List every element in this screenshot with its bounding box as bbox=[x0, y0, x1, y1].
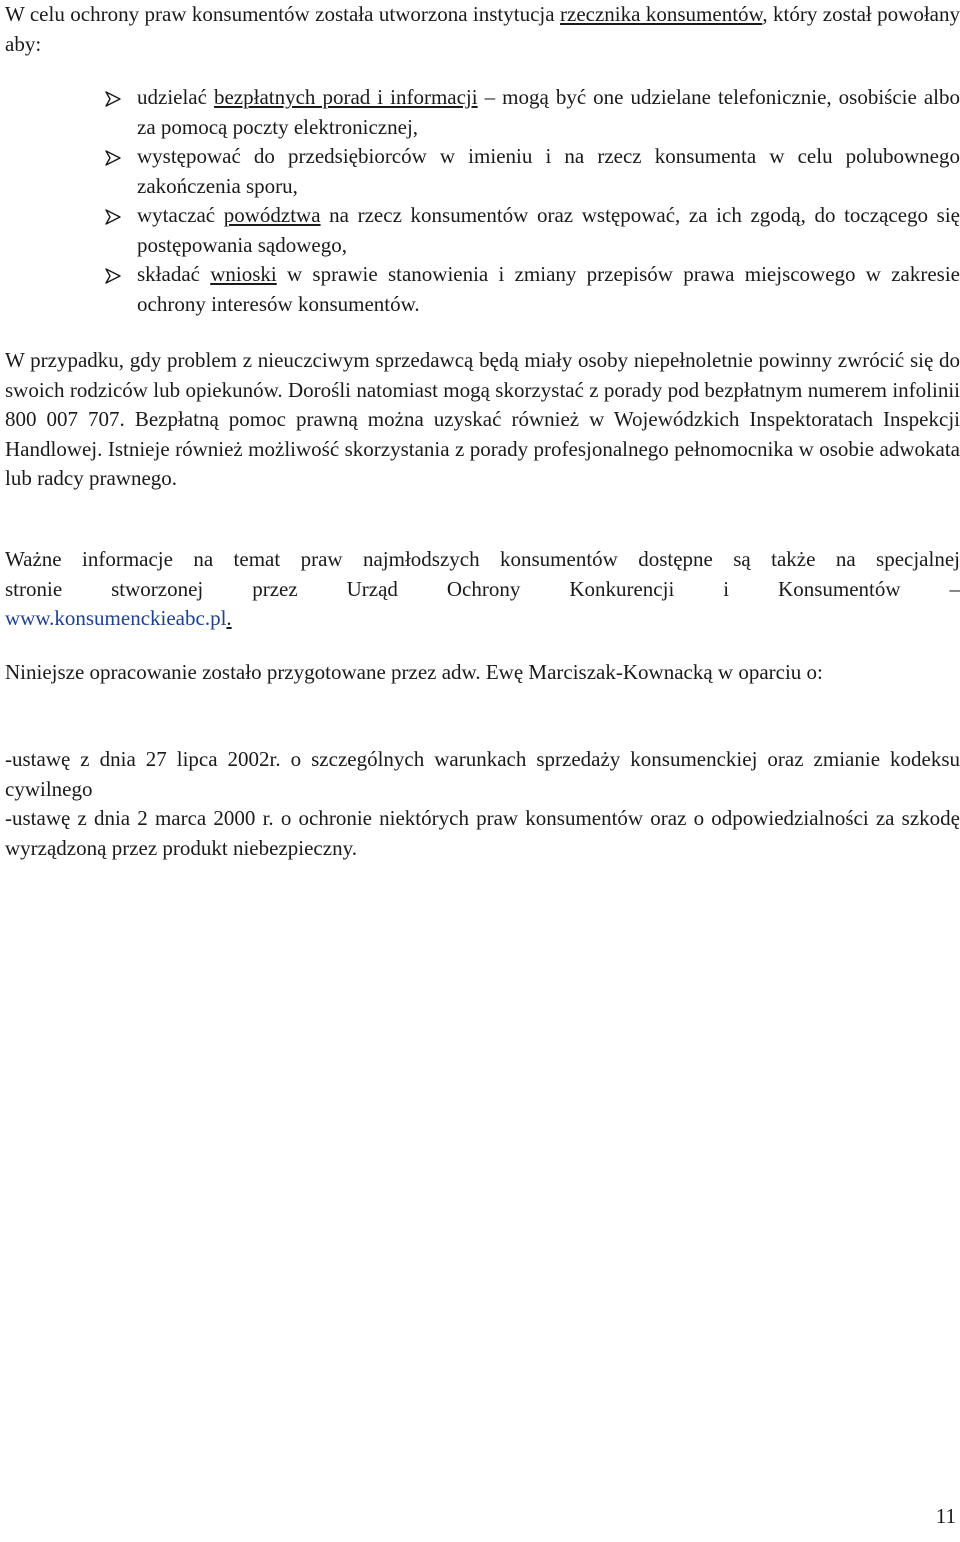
bullet-3-before: wytaczać bbox=[137, 203, 224, 227]
arrowhead-bullet-icon bbox=[105, 268, 121, 284]
paragraph-legal-basis bbox=[5, 745, 960, 863]
bullet-list bbox=[5, 83, 960, 319]
arrowhead-bullet-icon bbox=[105, 209, 121, 225]
legal-basis-item-1: -ustawę z dnia 27 lipca 2002r. o szczególnych warunkach sprzedaży konsumenckiej oraz zmianie kodeksu cywilnego bbox=[5, 747, 960, 801]
bullet-1-after: – mogą być one udzielane telefonicznie, osobiście albo za pomocą poczty elektronicznej, bbox=[137, 85, 960, 139]
bullet-4-after: w sprawie stanowienia i zmiany przepisów prawa miejscowego w zakresie ochrony interesów konsumentów. bbox=[137, 262, 960, 316]
bullet-1-before: udzielać bbox=[137, 85, 214, 109]
bullet-1-underlined: bezpłatnych porad i informacji bbox=[213, 85, 478, 109]
arrowhead-bullet-icon bbox=[105, 91, 121, 107]
intro-paragraph bbox=[5, 0, 960, 59]
konsumenckieabc-link[interactable]: www.konsumenckieabc.pl bbox=[5, 606, 227, 630]
bullet-2-text: występować do przedsiębiorców w imieniu i na rzecz konsumenta w celu polubownego zakończenia sporu, bbox=[137, 144, 960, 198]
paragraph-author: Niniejsze opracowanie zostało przygotowane przez adw. Ewę Marciszak-Kownacką w oparciu o: bbox=[5, 660, 823, 684]
bullet-item-wnioski bbox=[5, 260, 960, 319]
paragraph-help-options: W przypadku, gdy problem z nieuczciwym sprzedawcą będą miały osoby niepełnoletnie powinny zwrócić się do swoich rodziców lub opiekunów. Dorośli natomiast mogą skorzystać z porady pod bezpłatnym numerem infolinii 800 007 707. Bezpłatną pomoc prawną można uzyskać również w Wojewódzkich Inspektoratach Inspekcji Handlowej. Istnieje również możliwość skorzystania z porady profesjonalnego pełnomocnika w osobie adwokata lub radcy prawnego. bbox=[5, 348, 960, 490]
paragraph-uokik-info bbox=[5, 545, 960, 634]
bullet-4-underlined: wnioski bbox=[210, 262, 277, 286]
intro-text-before: W celu ochrony praw konsumentów została utworzona instytucja bbox=[5, 2, 561, 26]
intro-text-after: , który został powołany aby: bbox=[5, 2, 960, 56]
arrowhead-bullet-icon bbox=[105, 150, 121, 166]
bullet-4-before: składać bbox=[137, 262, 211, 286]
bullet-item-porady bbox=[5, 83, 960, 142]
paragraph-uokik-line1: Ważne informacje na temat praw najmłodszych konsumentów dostępne są także na specjalnej bbox=[5, 547, 960, 571]
paragraph-uokik-line2: stronie stworzonej przez Urząd Ochrony Konkurencji i Konsumentów – bbox=[5, 576, 960, 601]
bullet-3-underlined: powództwa bbox=[223, 203, 321, 227]
bullet-3-after: na rzecz konsumentów oraz wstępować, za ich zgodą, do toczącego się postępowania sądowego, bbox=[137, 203, 960, 257]
bullet-item-powodztwa bbox=[5, 201, 960, 260]
page-number: 11 bbox=[935, 1504, 956, 1528]
link-suffix: . bbox=[226, 606, 232, 630]
legal-basis-item-2: -ustawę z dnia 2 marca 2000 r. o ochronie niektórych praw konsumentów oraz o odpowiedzialności za szkodę wyrządzoną przez produkt niebezpieczny. bbox=[5, 806, 960, 860]
bullet-item-wystepowac bbox=[5, 142, 960, 201]
rzecznik-konsumentow-link[interactable]: rzecznika konsumentów bbox=[560, 2, 763, 26]
